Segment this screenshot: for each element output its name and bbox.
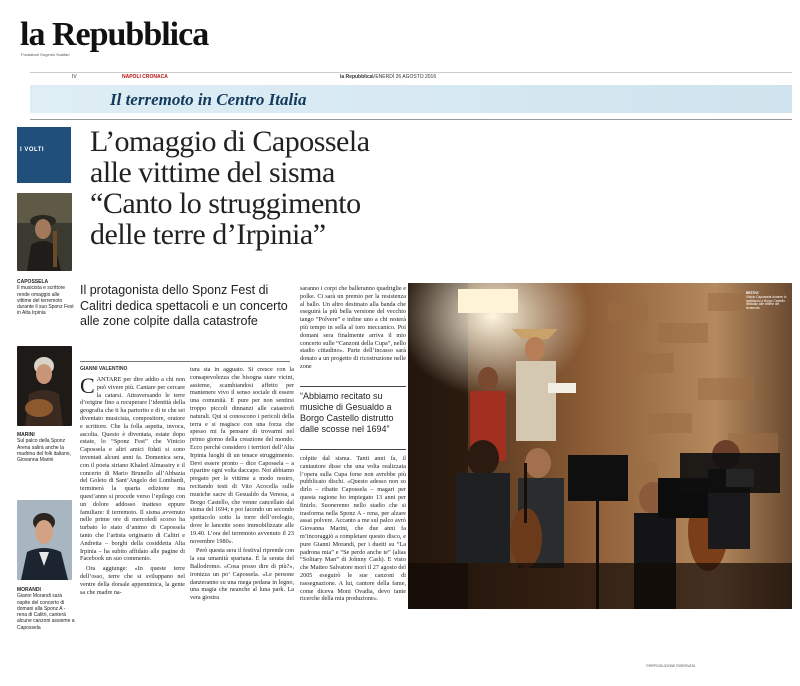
- masthead-subtitle: Fondatore Eugenio Scalfari: [21, 52, 70, 57]
- byline-rule: [80, 361, 290, 362]
- article-column-1: [80, 373, 185, 596]
- capossela-photo: [17, 193, 72, 271]
- marini-caption: [17, 432, 75, 463]
- morandi-name: MORANDI: [17, 587, 41, 593]
- photo-caption: [746, 292, 788, 311]
- masthead-logo: la Repubblica: [20, 16, 209, 53]
- dropcap: C: [80, 373, 95, 398]
- photo-caption-label: RESTIVI: [746, 291, 759, 295]
- photo-caption-text: Vinicio Capossela durante lo spettacolo a Borgo Castello dedicato alle vittime del terremoto: [746, 294, 787, 311]
- article-headline: L’omaggio di Capossela alle vittime del sisma “Canto lo struggimento delle terre d’Irpinia”: [90, 125, 370, 251]
- marini-name: MARINI: [17, 432, 35, 438]
- section-title: Il terremoto in Centro Italia: [110, 90, 307, 109]
- morandi-caption: [17, 587, 75, 631]
- morandi-photo: [17, 500, 72, 580]
- column-2-end: Però questa sera il festival riprende con la sua umanità spartana. È la serata del Ballodromo. «Cosa posso dire di più?», ironizza un po’ Capossela. «Le persone danzeranno su una mega pedana in legno, una magia che neanche al luna park. La vera giostra: [190, 547, 294, 602]
- capossela-caption: [17, 279, 75, 317]
- page-section: NAPOLI CRONACA: [122, 74, 168, 80]
- page-paper-name: la Repubblica: [340, 74, 373, 80]
- column-2-text: tura sta in agguato. Si cresce con la consapevolezza che bisogna stare vicini, assieme, scambiandosi affetto per mantenere vivo il senso sociale di essere una comunità. E pure per non sentirsi troppo piccoli dinnanzi alle catastrofi naturali. Qui si conoscono i pericoli della terra e si reagisce con una forza che spesso mi fa pensare di trovarmi nel primo giorno della creazione del mondo. Ecco perché considero i territori dell’Alta Irpinia luoghi di un tenace struggimento. Devi essere pronto – dice Capossela – a ripartire ogni volta daccapo. Noi abbiamo pregato per le vittime a modo nostro, recitando testi di Vito Acocella sulle musiche sacre di Gesualdo da Venosa, a Borgo Castello, che venne cancellato dal sisma del 1694; e poi facendo un secondo spettacolo sotto la torre dell’orologio, dove le lancette sono immobilizzate alle 19.40. L’ora del terremoto avvenuto il 23 novembre 1980».: [190, 366, 294, 545]
- pullquote-rule-top: [300, 386, 406, 387]
- marini-caption-text: Sul palco della Sponz Arena salirà anche la madrina del folk italiano, Giovanna Marini: [17, 438, 71, 464]
- section-rule: [30, 119, 792, 120]
- column-1-text: ANTARE per dire addio a chi non può vivere più. Cantare per cercare la catarsi. Attraversando le terre d’origine fino a recuperare l’identità della geografia che ti ha partorito e di te che sei diventato musicista, compositore, oratore e scrittore. Che la folla aspetta, invoca, ascolta. Questo è diventata, estate dopo estate, lo “Sponz Fest” che Vinicio Capossela e altri amici fidati si sono inventati alcuni anni fa. Domenica sera, con il poeta siriano Khaled Almassiry e il concerto di Mario Brunello all’Abbazia del Goleto di Sant’Angelo dei Lombardi, terminerà la quarta edizione ma quest’anno si procede verso l’epilogo con un dolore addosso inatteso eppure familiare: il terremoto. Il sisma avvenuto nelle prime ore di mercoledì scorso ha turbato lo stato d’animo di Capossela tanto che l’artista originario di Calitri e Andretta – borghi della cosiddetta Alta Irpinia – ha subito affidato alle pagine di Facebook un suo commento.: [80, 376, 185, 563]
- footer-credit: ©RIPRODUZIONE RISERVATA: [646, 664, 696, 668]
- marini-photo: [17, 346, 72, 426]
- article-column-3-top: saranno i corpi che balleranno quadriglie e polke. Ci sarà un premio per la resistenza al ballo. Un altro destinato alla banda che eseguirà la più bella versione del vecchio tango “Polvere” e infine uno a chi resterà più tempo in sella al toro meccanico. Poi domani sera finalmente arriva il mio concerto sulle “Canzoni della Cupa”, nello stadio cittadino». Parte dell’incasso sarà donato a un progetto di ricostruzione nelle zone: [300, 285, 406, 370]
- page-date: VENERDÌ 26 AGOSTO 2016: [372, 74, 437, 80]
- sidebar-label: I VOLTI: [20, 147, 45, 153]
- capossela-caption-text: Il musicista e scrittore rende omaggio alle vittime del terremoto durante il suo Sponz Fest in Alta Irpinia: [17, 285, 74, 317]
- article-column-2: [190, 366, 294, 602]
- column-1-end: Ora aggiunge: «In queste terre dell’osso, terre che si sviluppano nel ventre della dorsale appenninica, la gente sa che madre na-: [80, 565, 185, 596]
- article-subhead: Il protagonista dello Sponz Fest di Calitri dedica spettacoli e un concerto alle zone colpite dalla catastrofe: [80, 283, 288, 328]
- capossela-name: CAPOSSELA: [17, 279, 49, 285]
- page-number: IV: [72, 74, 77, 80]
- byline: GIANNI VALENTINO: [80, 366, 128, 372]
- concert-photo: [408, 283, 792, 609]
- top-rule: [30, 72, 792, 73]
- pullquote-rule-bottom: [300, 449, 406, 450]
- article-column-3-bottom: colpite dal sisma. Tanti anni fa, il cantautore disse che una volta realizzata l’opera sulla Cupa forse non avrebbe più pubblicato dischi. «Questo adesso non so dirlo – ribatte Capossela – magari per questa ragione ho impiegato 13 anni per finirlo. Suoneremo nello stadio che si trasforma nella Sponz A - rena, per alzare assai polvere. Accanto a me sul palco avrò Giovanna Marini, che due anni fa m’incoraggiò a completare questo disco, e pure Gianni Morandi, per i duetti su “La padrona mia” e “Se perdo anche te” (alias “Solitary Man” di Johnny Cash). E visto che Matteo Salvatore morì il 27 agosto del 2005 eseguirò le sue canzoni di rassegnazione. A lui, cantore della fame, come diceva Moni Ovadia, devo tante ricerche della mia produzione».: [300, 455, 406, 603]
- morandi-caption-text: Gianni Morandi sarà ospite del concerto di domani alla Sponz A - rena di Calitri, canterà alcune canzoni assieme a Capossela: [17, 593, 75, 631]
- sidebar-label-box: [17, 127, 71, 183]
- pull-quote: “Abbiamo recitato su musiche di Gesualdo a Borgo Castello distrutto dalle scosse nel 1694”: [300, 391, 394, 434]
